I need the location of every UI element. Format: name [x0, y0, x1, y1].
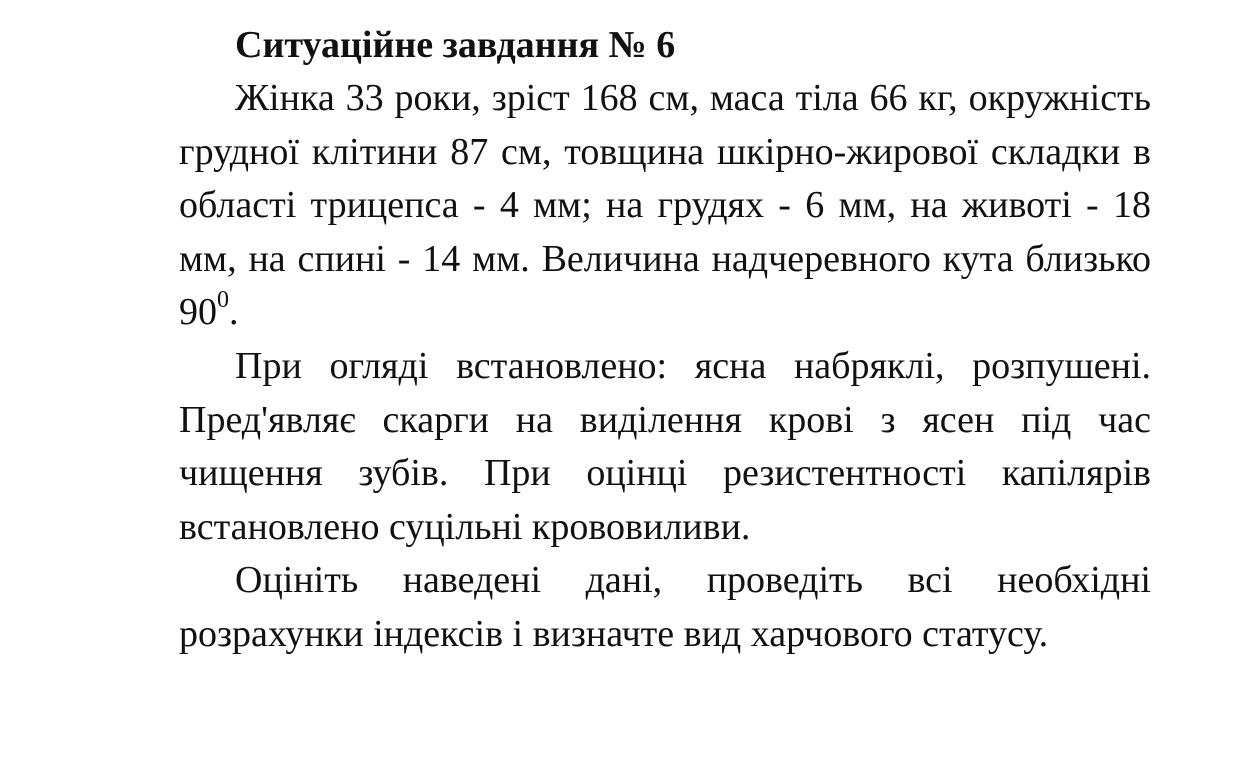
patient-data-text: Жінка 33 роки, зріст 168 см, маса тіла 66 кг, окружність грудної клітини 87 см, товщина шкірно-жирової складки в області трицепса - 4 мм; на грудях - 6 мм, на животі - 18 мм, на спині - 14 мм. Величина надчеревного кута близько 90: [179, 77, 1151, 334]
degree-superscript: 0: [217, 286, 229, 313]
examination-paragraph: При огляді встановлено: ясна набряклі, розпушені. Пред'являє скарги на виділення крові з ясен під час чищення зубів. При оцінці резистентності капілярів встановлено суцільні крововиливи.: [179, 344, 1151, 548]
document-page: [179, 18, 1151, 662]
patient-data-ending: .: [229, 291, 239, 334]
patient-data-paragraph: [179, 72, 1151, 340]
task-title: Ситуаційне завдання № 6: [235, 24, 676, 66]
task-instruction-paragraph: Оцініть наведені дані, проведіть всі необхідні розрахунки індексів і визначте вид харчового статусу.: [179, 559, 1151, 655]
